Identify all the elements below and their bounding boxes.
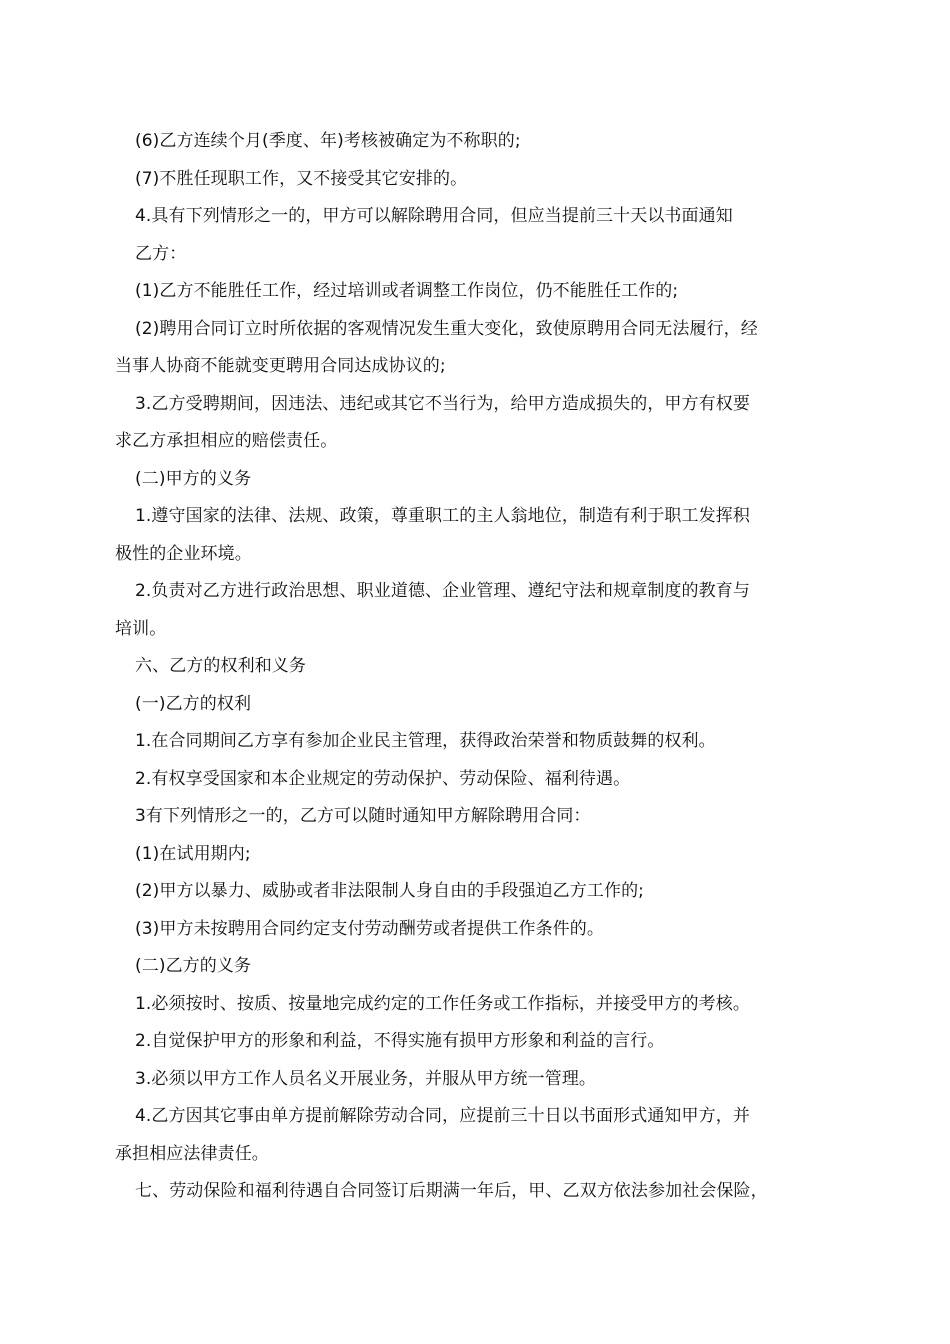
section-heading: (一)乙方的权利 xyxy=(135,693,252,714)
section-heading: 七、劳动保险和福利待遇自合同签订后期满一年后，甲、乙双方依法参加社会保险， xyxy=(135,1181,768,1201)
text-line: 当事人协商不能就变更聘用合同达成协议的; xyxy=(115,356,446,376)
text-line: 2.自觉保护甲方的形象和利益，不得实施有损甲方形象和利益的言行。 xyxy=(135,1031,665,1051)
text-line: (2)甲方以暴力、威胁或者非法限制人身自由的手段强迫乙方工作的; xyxy=(135,881,645,901)
text-line: (1)乙方不能胜任工作，经过培训或者调整工作岗位，仍不能胜任工作的; xyxy=(135,281,679,301)
section-heading: (二)乙方的义务 xyxy=(135,956,252,976)
document-body xyxy=(115,123,835,1211)
text-line: 2.有权享受国家和本企业规定的劳动保护、劳动保险、福利待遇。 xyxy=(135,768,631,789)
text-line: 承担相应法律责任。 xyxy=(115,1143,269,1164)
section-heading: (二)甲方的义务 xyxy=(135,468,252,489)
text-line: (3)甲方未按聘用合同约定支付劳动酬劳或者提供工作条件的。 xyxy=(135,918,604,939)
text-line: 极性的企业环境。 xyxy=(115,543,252,564)
text-line: 4.乙方因其它事由单方提前解除劳动合同，应提前三十日以书面形式通知甲方，并 xyxy=(135,1106,750,1126)
text-line: 2.负责对乙方进行政治思想、职业道德、企业管理、遵纪守法和规章制度的教育与 xyxy=(135,581,750,601)
section-heading: 六、乙方的权利和义务 xyxy=(135,656,306,676)
text-line: (1)在试用期内; xyxy=(135,843,251,864)
text-line: (6)乙方连续个月(季度、年)考核被确定为不称职的; xyxy=(135,131,521,151)
text-line: 3.乙方受聘期间，因违法、违纪或其它不当行为，给甲方造成损失的，甲方有权要 xyxy=(135,393,750,414)
text-line: 3.必须以甲方工作人员名义开展业务，并服从甲方统一管理。 xyxy=(135,1068,597,1089)
text-line: 1.在合同期间乙方享有参加企业民主管理，获得政治荣誉和物质鼓舞的权利。 xyxy=(135,731,716,751)
text-line: 1.必须按时、按质、按量地完成约定的工作任务或工作指标，并接受甲方的考核。 xyxy=(135,993,750,1014)
text-line: 4.具有下列情形之一的，甲方可以解除聘用合同，但应当提前三十天以书面通知 xyxy=(135,206,733,226)
text-line: 求乙方承担相应的赔偿责任。 xyxy=(115,431,338,451)
text-line: 乙方： xyxy=(135,243,187,264)
text-line: 培训。 xyxy=(115,618,167,639)
text-line: (7)不胜任现职工作，又不接受其它安排的。 xyxy=(135,168,468,189)
text-line: 3有下列情形之一的，乙方可以随时通知甲方解除聘用合同： xyxy=(135,806,591,826)
text-line: (2)聘用合同订立时所依据的客观情况发生重大变化，致使原聘用合同无法履行，经 xyxy=(135,318,758,339)
text-line: 1.遵守国家的法律、法规、政策，尊重职工的主人翁地位，制造有利于职工发挥积 xyxy=(135,506,750,526)
